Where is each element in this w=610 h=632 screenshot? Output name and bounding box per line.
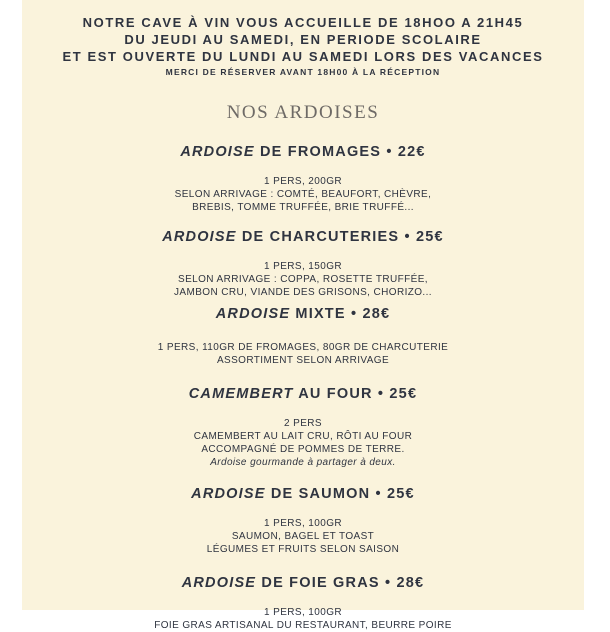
menu-item-fromages (22, 144, 584, 214)
item-desc-line: ACCOMPAGNÉ DE POMMES DE TERRE. (201, 444, 405, 455)
menu-item-charcuteries (22, 229, 584, 299)
item-title-em: ARDOISE (181, 575, 257, 591)
item-desc-line: 1 PERS, 200GR (263, 176, 342, 187)
intro-line-1: NOTRE CAVE À VIN VOUS ACCUEILLE DE 18HOO A 21H45 (82, 15, 524, 30)
item-title-rest: MIXTE • 28€ (290, 306, 391, 322)
item-title-rest: DE FROMAGES • 22€ (254, 144, 426, 160)
item-title-em: ARDOISE (162, 229, 237, 245)
item-title-em: ARDOISE (215, 306, 291, 322)
item-title-rest: AU FOUR • 25€ (293, 386, 418, 402)
item-desc-line: SELON ARRIVAGE : COMTÉ, BEAUFORT, CHÈVRE, (174, 189, 432, 200)
item-title (22, 486, 584, 502)
reservation-note: MERCI DE RÉSERVER AVANT 18H00 À LA RÉCEPTION (165, 67, 441, 77)
item-desc-line: SELON ARRIVAGE : COPPA, ROSETTE TRUFFÉE, (178, 274, 428, 285)
item-desc-line: 1 PERS, 150GR (263, 261, 342, 272)
item-description (22, 417, 584, 469)
item-desc-line: 1 PERS, 100GR (263, 607, 342, 618)
menu-item-saumon (22, 486, 584, 556)
menu-item-camembert (22, 386, 584, 469)
item-title (22, 306, 584, 322)
item-title (22, 144, 584, 160)
item-desc-line: JAMBON CRU, VIANDE DES GRISONS, CHORIZO... (174, 287, 432, 298)
item-desc-line: SAUMON, BAGEL ET TOAST (231, 531, 375, 542)
item-title (22, 575, 584, 591)
item-desc-line: ASSORTIMENT SELON ARRIVAGE (216, 355, 390, 366)
intro-line-2: DU JEUDI AU SAMEDI, EN PERIODE SCOLAIRE (124, 32, 482, 47)
item-desc-line: BREBIS, TOMME TRUFFÉE, BRIE TRUFFÉ... (192, 202, 414, 213)
item-title-em: ARDOISE (191, 486, 266, 502)
item-title-rest: DE SAUMON • 25€ (265, 486, 415, 502)
item-description (22, 175, 584, 214)
section-title: NOS ARDOISES (226, 102, 380, 123)
item-desc-line: 2 PERS (284, 418, 322, 429)
item-desc-italic-line: Ardoise gourmande à partager à deux. (210, 457, 396, 468)
item-title-rest: DE CHARCUTERIES • 25€ (236, 229, 444, 245)
item-desc-line: LÉGUMES ET FRUITS SELON SAISON (206, 544, 400, 555)
item-title-em: CAMEMBERT (188, 386, 294, 402)
item-title-rest: DE FOIE GRAS • 28€ (256, 575, 425, 591)
menu-item-mixte (22, 306, 584, 367)
intro-line-3: ET EST OUVERTE DU LUNDI AU SAMEDI LORS DES VACANCES (62, 49, 544, 64)
item-title (22, 229, 584, 245)
item-desc-line: 1 PERS, 100GR (263, 518, 342, 529)
item-desc-line: CAMEMBERT AU LAIT CRU, RÔTI AU FOUR (193, 431, 413, 442)
item-description (22, 606, 584, 632)
item-description (22, 260, 584, 299)
item-description (22, 517, 584, 556)
item-desc-line: 1 PERS, 110GR DE FROMAGES, 80GR DE CHARCUTERIE (157, 342, 449, 353)
item-desc-line: FOIE GRAS ARTISANAL DU RESTAURANT, BEURRE POIRE (154, 620, 452, 631)
menu-item-foie-gras (22, 575, 584, 632)
item-title (22, 386, 584, 402)
opening-hours-notice (22, 0, 584, 78)
menu-page (22, 0, 584, 631)
item-description (22, 341, 584, 367)
item-title-em: ARDOISE (180, 144, 255, 160)
